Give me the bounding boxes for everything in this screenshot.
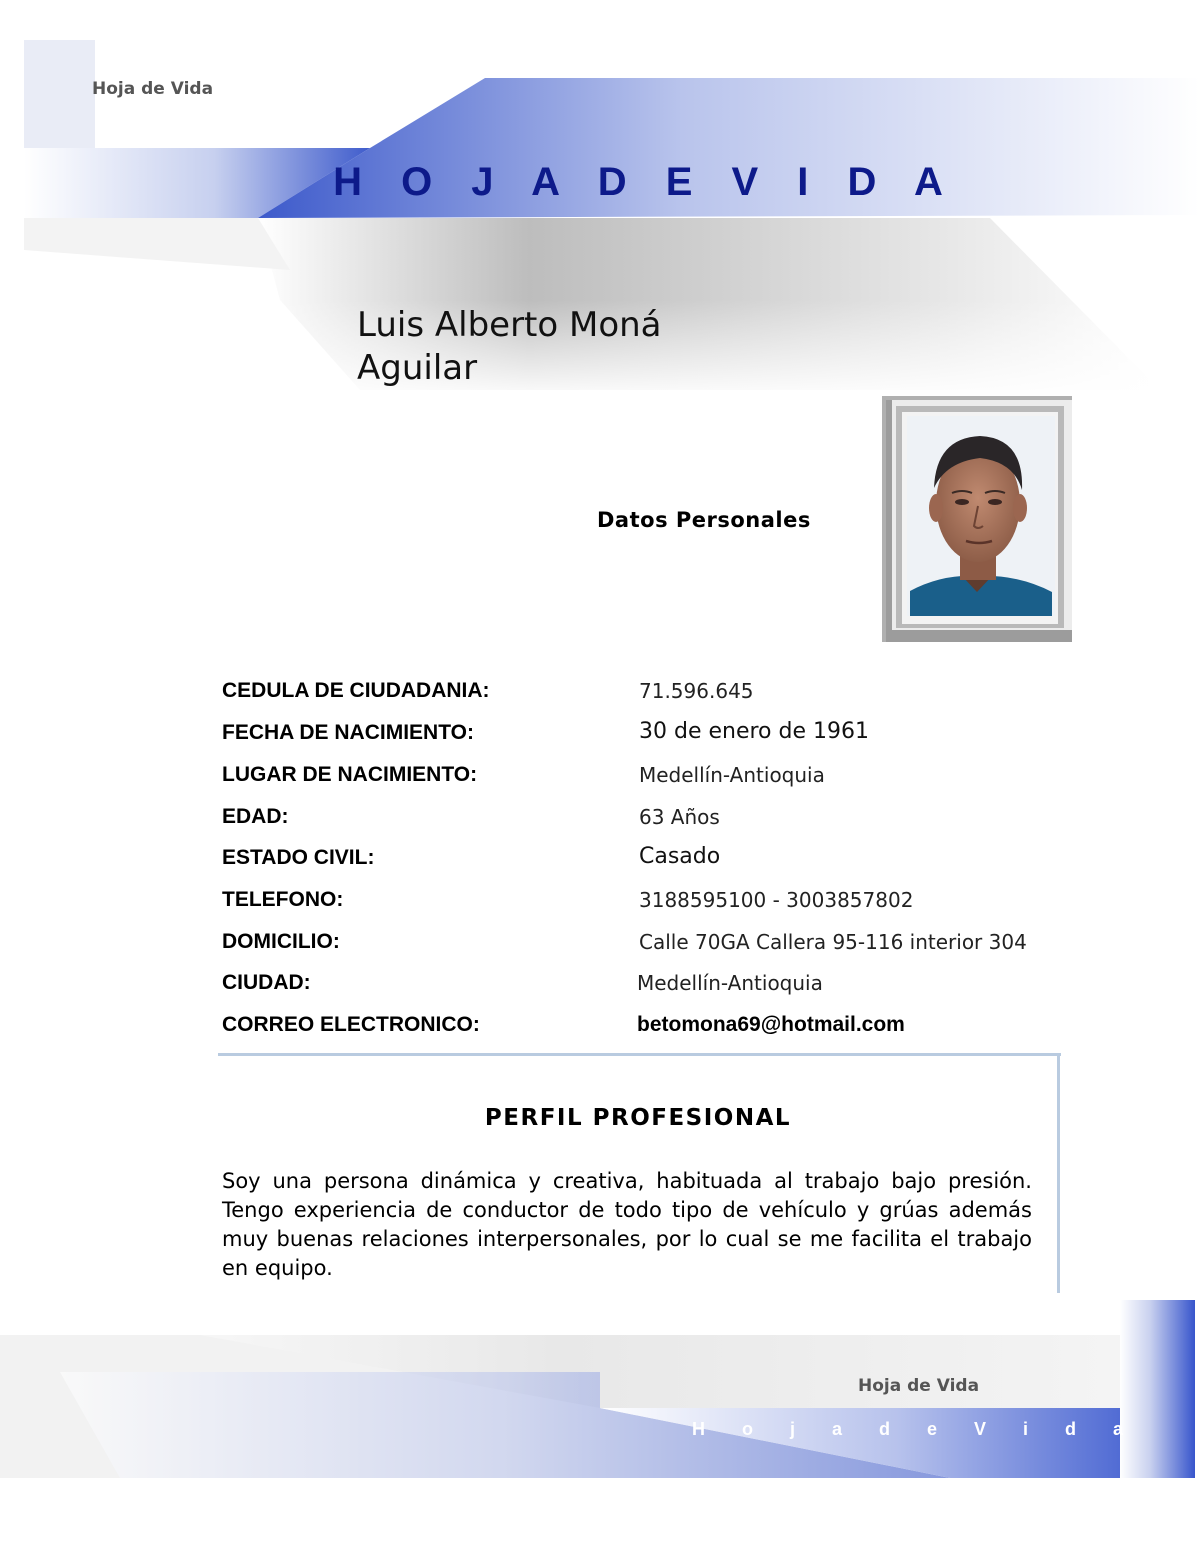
person-name-line2: Aguilar xyxy=(357,348,478,388)
profile-photo xyxy=(882,396,1072,642)
profile-text: Soy una persona dinámica y creativa, habituada al trabajo bajo presión. Tengo experiencia de conductor de todo tipo de vehículo y grúas además muy buenas relaciones interpersonales, por lo cual se me facilita el trabajo en equipo. xyxy=(222,1169,1032,1280)
field-value: Medellín-Antioquia xyxy=(639,763,825,787)
field-label: FECHA DE NACIMIENTO: xyxy=(222,721,474,744)
field-label: CIUDAD: xyxy=(222,971,311,994)
field-row-phone xyxy=(222,888,1072,928)
page-title: H O J A D E V I D A xyxy=(333,160,957,204)
field-value: Calle 70GA Callera 95-116 interior 304 xyxy=(639,930,1027,954)
field-label: EDAD: xyxy=(222,805,289,828)
person-name-line1: Luis Alberto Moná xyxy=(357,305,662,345)
field-row-birth-place xyxy=(222,763,1072,803)
portrait-image xyxy=(882,396,1072,642)
field-label: CEDULA DE CIUDADANIA: xyxy=(222,679,490,702)
field-value: 30 de enero de 1961 xyxy=(639,719,869,744)
field-value: Casado xyxy=(639,844,721,869)
field-row-city xyxy=(222,971,1072,1011)
field-label: ESTADO CIVIL: xyxy=(222,846,375,869)
field-label: TELEFONO: xyxy=(222,888,344,911)
field-row-email xyxy=(222,1013,1072,1053)
field-row-cedula xyxy=(222,679,1072,719)
field-value: betomona69@hotmail.com xyxy=(637,1013,905,1036)
person-name xyxy=(357,304,662,390)
profile-heading: PERFIL PROFESIONAL xyxy=(484,1105,792,1131)
field-label: DOMICILIO: xyxy=(222,930,340,953)
field-value: 63 Años xyxy=(639,805,720,829)
field-row-age xyxy=(222,805,1072,845)
footer-label: Hoja de Vida xyxy=(858,1376,980,1396)
field-label: LUGAR DE NACIMIENTO: xyxy=(222,763,478,786)
field-row-civil-status xyxy=(222,846,1072,886)
field-value: 71.596.645 xyxy=(639,679,754,703)
section-divider-side xyxy=(1057,1053,1060,1293)
header-corner-label: Hoja de Vida xyxy=(92,79,214,99)
footer-wide-label: H o j a d e V i d a xyxy=(692,1419,1140,1439)
field-row-birth-date xyxy=(222,721,1072,761)
field-row-address xyxy=(222,930,1072,970)
personal-data-heading: Datos Personales xyxy=(597,508,811,532)
field-value: 3188595100 - 3003857802 xyxy=(639,888,914,912)
field-value: Medellín-Antioquia xyxy=(637,971,823,995)
field-label: CORREO ELECTRONICO: xyxy=(222,1013,480,1036)
section-divider xyxy=(218,1053,1061,1056)
